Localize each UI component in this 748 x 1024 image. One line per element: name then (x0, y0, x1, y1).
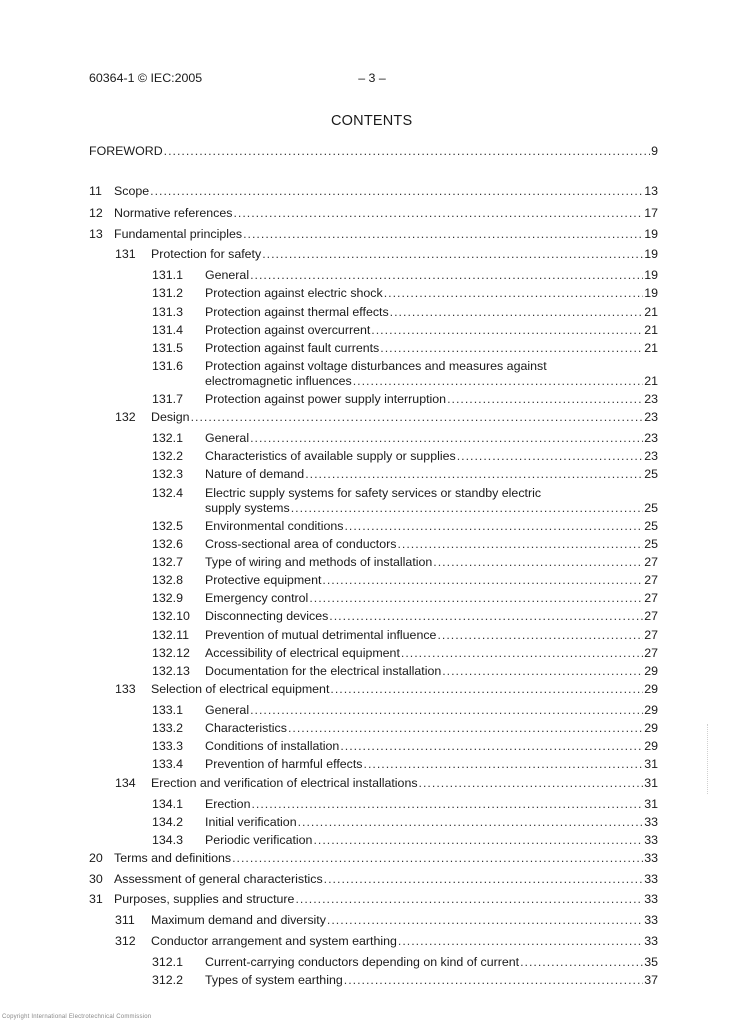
toc-entry[interactable] (115, 775, 658, 792)
toc-entry[interactable] (152, 738, 658, 755)
toc-label: Type of wiring and methods of installation (205, 555, 433, 569)
toc-label: Periodic verification (205, 833, 313, 847)
toc-page: 29 (644, 682, 658, 696)
toc-number: 131.7 (152, 392, 184, 406)
toc-label: Protection against overcurrent (205, 323, 371, 337)
leader-dots (313, 832, 643, 848)
toc-entry[interactable] (115, 409, 658, 426)
toc-label: Protection against thermal effects (205, 305, 389, 319)
leader-dots (164, 143, 650, 159)
toc-entry[interactable] (152, 572, 658, 589)
toc-page: 29 (644, 739, 658, 753)
toc-entry[interactable] (152, 832, 658, 849)
toc-number: 131.2 (152, 286, 184, 300)
toc-page: 37 (644, 973, 658, 987)
toc-label: General (205, 268, 250, 282)
leader-dots (442, 663, 643, 679)
toc-page: 25 (644, 501, 658, 515)
toc-label: Characteristics (205, 721, 287, 735)
toc-number: 134.2 (152, 815, 184, 829)
toc-number: 132.13 (152, 664, 190, 678)
toc-number: 132.4 (152, 486, 184, 500)
toc-page: 27 (644, 609, 658, 623)
toc-entry[interactable] (152, 536, 658, 553)
toc-label: FOREWORD (89, 144, 163, 158)
toc-label: Prevention of harmful effects (205, 757, 363, 771)
toc-entry-continuation[interactable] (205, 373, 658, 390)
toc-label: Environmental conditions (205, 519, 344, 533)
toc-number: 132.6 (152, 537, 184, 551)
toc-number: 133.3 (152, 739, 184, 753)
toc-page: 25 (644, 519, 658, 533)
toc-entry[interactable] (152, 285, 658, 302)
leader-dots (243, 226, 643, 242)
toc-label: Characteristics of available supply or supplies (205, 449, 456, 463)
toc-label-continuation: electromagnetic influences (205, 374, 352, 388)
toc-page: 13 (644, 184, 658, 198)
leader-dots (401, 645, 643, 661)
toc-entry[interactable] (152, 756, 658, 773)
page-title: CONTENTS (331, 113, 413, 129)
toc-label: Conditions of installation (205, 739, 340, 753)
toc-entry-continuation[interactable] (205, 500, 658, 517)
toc-number: 131.5 (152, 341, 184, 355)
leader-dots (330, 681, 643, 697)
toc-page: 27 (644, 591, 658, 605)
toc-page: 19 (644, 227, 658, 241)
toc-number: 133.2 (152, 721, 184, 735)
toc-label: Types of system earthing (205, 973, 343, 987)
toc-page: 23 (644, 449, 658, 463)
leader-dots (447, 391, 643, 407)
toc-page: 31 (644, 797, 658, 811)
toc-page: 33 (644, 833, 658, 847)
toc-entry[interactable] (152, 267, 658, 284)
toc-entry[interactable] (152, 720, 658, 737)
toc-number: 133.4 (152, 757, 184, 771)
toc-page: 27 (644, 628, 658, 642)
leader-dots (262, 246, 643, 262)
leader-dots (191, 409, 644, 425)
toc-entry[interactable] (152, 340, 658, 357)
toc-label: Purposes, supplies and structure (114, 892, 295, 906)
toc-entry[interactable] (89, 183, 658, 200)
toc-label: Protection for safety (151, 247, 262, 261)
toc-number: 132.3 (152, 467, 184, 481)
toc-page: 29 (644, 721, 658, 735)
toc-number: 20 (89, 851, 103, 865)
toc-page: 19 (644, 268, 658, 282)
toc-number: 132.5 (152, 519, 184, 533)
toc-page: 21 (644, 374, 658, 388)
toc-page: 23 (644, 392, 658, 406)
toc-page: 21 (644, 341, 658, 355)
toc-entry[interactable] (152, 391, 658, 408)
toc-entry[interactable] (89, 850, 658, 867)
toc-page: 27 (644, 646, 658, 660)
toc-page: 31 (644, 776, 658, 790)
leader-dots (384, 285, 644, 301)
toc-label: Emergency control (205, 591, 309, 605)
leader-dots (298, 814, 644, 830)
toc-number: 312 (115, 934, 136, 948)
leader-dots (457, 448, 644, 464)
toc-number: 132.1 (152, 431, 184, 445)
toc-number: 131.6 (152, 359, 184, 373)
toc-label: Protective equipment (205, 573, 322, 587)
toc-number: 312.1 (152, 955, 184, 969)
toc-entry[interactable] (152, 430, 658, 447)
toc-number: 132.12 (152, 646, 190, 660)
toc-page: 33 (644, 934, 658, 948)
toc-entry[interactable] (152, 814, 658, 831)
toc-entry[interactable] (152, 554, 658, 571)
toc-label: Initial verification (205, 815, 297, 829)
toc-entry[interactable] (115, 681, 658, 698)
leader-dots (329, 608, 643, 624)
toc-label: Maximum demand and diversity (151, 913, 326, 927)
toc-entry[interactable] (152, 702, 658, 719)
toc-label: Cross-sectional area of conductors (205, 537, 397, 551)
toc-page: 33 (644, 913, 658, 927)
toc-entry[interactable] (152, 796, 658, 813)
toc-page: 21 (644, 305, 658, 319)
toc-number: 132 (115, 410, 136, 424)
toc-number: 11 (89, 184, 102, 198)
toc-label: Scope (114, 184, 150, 198)
toc-entry[interactable] (152, 466, 658, 483)
toc-page: 25 (644, 467, 658, 481)
toc-number: 132.8 (152, 573, 184, 587)
toc-entry[interactable] (89, 205, 658, 222)
toc-number: 133.1 (152, 703, 184, 717)
toc-label: Normative references (114, 206, 233, 220)
toc-entry-foreword[interactable] (89, 143, 658, 160)
leader-dots (288, 720, 643, 736)
toc-entry[interactable] (152, 954, 658, 971)
leader-dots (250, 267, 643, 283)
toc-number: 132.9 (152, 591, 184, 605)
leader-dots (371, 322, 643, 338)
toc-number: 131.3 (152, 305, 184, 319)
toc-label-continuation: supply systems (205, 501, 290, 515)
leader-dots (232, 850, 643, 866)
leader-dots (324, 871, 644, 887)
toc-label: Fundamental principles (114, 227, 243, 241)
toc-entry[interactable] (115, 933, 658, 950)
toc-entry[interactable] (152, 608, 658, 625)
leader-dots (150, 183, 643, 199)
leader-dots (380, 340, 643, 356)
toc-page: 35 (644, 955, 658, 969)
leader-dots (251, 796, 643, 812)
toc-label: Electric supply systems for safety services or standby electric (205, 486, 542, 500)
toc-page: 27 (644, 573, 658, 587)
toc-label: Documentation for the electrical installation (205, 664, 442, 678)
leader-dots (340, 738, 643, 754)
toc-number: 131.1 (152, 268, 184, 282)
toc-page: 21 (644, 323, 658, 337)
toc-label: Disconnecting devices (205, 609, 329, 623)
toc-entry[interactable] (152, 645, 658, 662)
toc-entry[interactable] (152, 448, 658, 465)
toc-label: Erection and verification of electrical installations (151, 776, 418, 790)
toc-entry[interactable] (152, 590, 658, 607)
leader-dots (353, 373, 643, 389)
toc-entry[interactable] (89, 871, 658, 888)
toc-number: 30 (89, 872, 103, 886)
toc-label: Conductor arrangement and system earthing (151, 934, 397, 948)
leader-dots (520, 954, 643, 970)
toc-label: Selection of electrical equipment (151, 682, 330, 696)
leader-dots (364, 756, 644, 772)
toc-page: 33 (644, 815, 658, 829)
toc-number: 131.4 (152, 323, 184, 337)
toc-page: 33 (644, 851, 658, 865)
leader-dots (433, 554, 643, 570)
document-id: 60364-1 © IEC:2005 (89, 71, 203, 85)
toc-number: 31 (89, 892, 103, 906)
leader-dots (397, 536, 643, 552)
leader-dots (305, 466, 643, 482)
leader-dots (419, 775, 644, 791)
leader-dots (233, 205, 643, 221)
leader-dots (344, 518, 643, 534)
toc-number: 133 (115, 682, 136, 696)
toc-number: 131 (115, 247, 136, 261)
toc-number: 13 (89, 227, 103, 241)
leader-dots (250, 702, 643, 718)
toc-number: 132.11 (152, 628, 189, 642)
toc-label: Current-carrying conductors depending on kind of current (205, 955, 520, 969)
toc-number: 134.1 (152, 797, 184, 811)
toc-label: Protection against electric shock (205, 286, 383, 300)
toc-entry[interactable] (152, 518, 658, 535)
toc-page: 33 (644, 892, 658, 906)
toc-page: 29 (644, 703, 658, 717)
leader-dots (291, 500, 644, 516)
toc-label: General (205, 703, 250, 717)
leader-dots (295, 891, 643, 907)
toc-number: 134 (115, 776, 136, 790)
toc-page: 19 (644, 247, 658, 261)
toc-label: Assessment of general characteristics (114, 872, 323, 886)
toc-entry[interactable] (152, 663, 658, 680)
toc-page: 9 (651, 144, 658, 158)
toc-label: Protection against voltage disturbances and measures against (205, 359, 547, 373)
toc-page: 33 (644, 872, 658, 886)
leader-dots (344, 972, 643, 988)
leader-dots (309, 590, 643, 606)
copyright-footer: Copyright International Electrotechnical Commission (2, 1014, 152, 1020)
toc-label: Nature of demand (205, 467, 305, 481)
toc-page: 17 (644, 206, 658, 220)
toc-entry[interactable] (115, 246, 658, 263)
toc-page: 19 (644, 286, 658, 300)
toc-label: General (205, 431, 250, 445)
toc-entry[interactable] (89, 891, 658, 908)
leader-dots (327, 912, 643, 928)
toc-label: Erection (205, 797, 251, 811)
leader-dots (322, 572, 643, 588)
toc-number: 132.2 (152, 449, 184, 463)
toc-label: Design (151, 410, 190, 424)
toc-number: 132.10 (152, 609, 190, 623)
toc-number: 312.2 (152, 973, 184, 987)
scan-artifact (707, 724, 710, 794)
toc-entry[interactable] (89, 226, 658, 243)
toc-entry[interactable] (115, 912, 658, 929)
toc-page: 23 (644, 431, 658, 445)
toc-number: 12 (89, 206, 103, 220)
page-number: – 3 – (358, 71, 386, 85)
leader-dots (437, 627, 643, 643)
toc-entry[interactable] (152, 627, 658, 644)
toc-label: Protection against power supply interruption (205, 392, 447, 406)
toc-page: 25 (644, 537, 658, 551)
leader-dots (250, 430, 643, 446)
toc-label: Protection against fault currents (205, 341, 380, 355)
leader-dots (398, 933, 643, 949)
toc-entry[interactable] (152, 972, 658, 989)
toc-number: 134.3 (152, 833, 184, 847)
toc-label: Prevention of mutual detrimental influence (205, 628, 437, 642)
toc-page: 23 (644, 410, 658, 424)
toc-page: 27 (644, 555, 658, 569)
toc-number: 311 (115, 913, 135, 927)
toc-page: 31 (644, 757, 658, 771)
toc-label: Terms and definitions (114, 851, 232, 865)
toc-number: 132.7 (152, 555, 184, 569)
leader-dots (390, 304, 644, 320)
toc-entry[interactable] (152, 304, 658, 321)
toc-label: Accessibility of electrical equipment (205, 646, 400, 660)
toc-entry[interactable] (152, 322, 658, 339)
toc-page: 29 (644, 664, 658, 678)
